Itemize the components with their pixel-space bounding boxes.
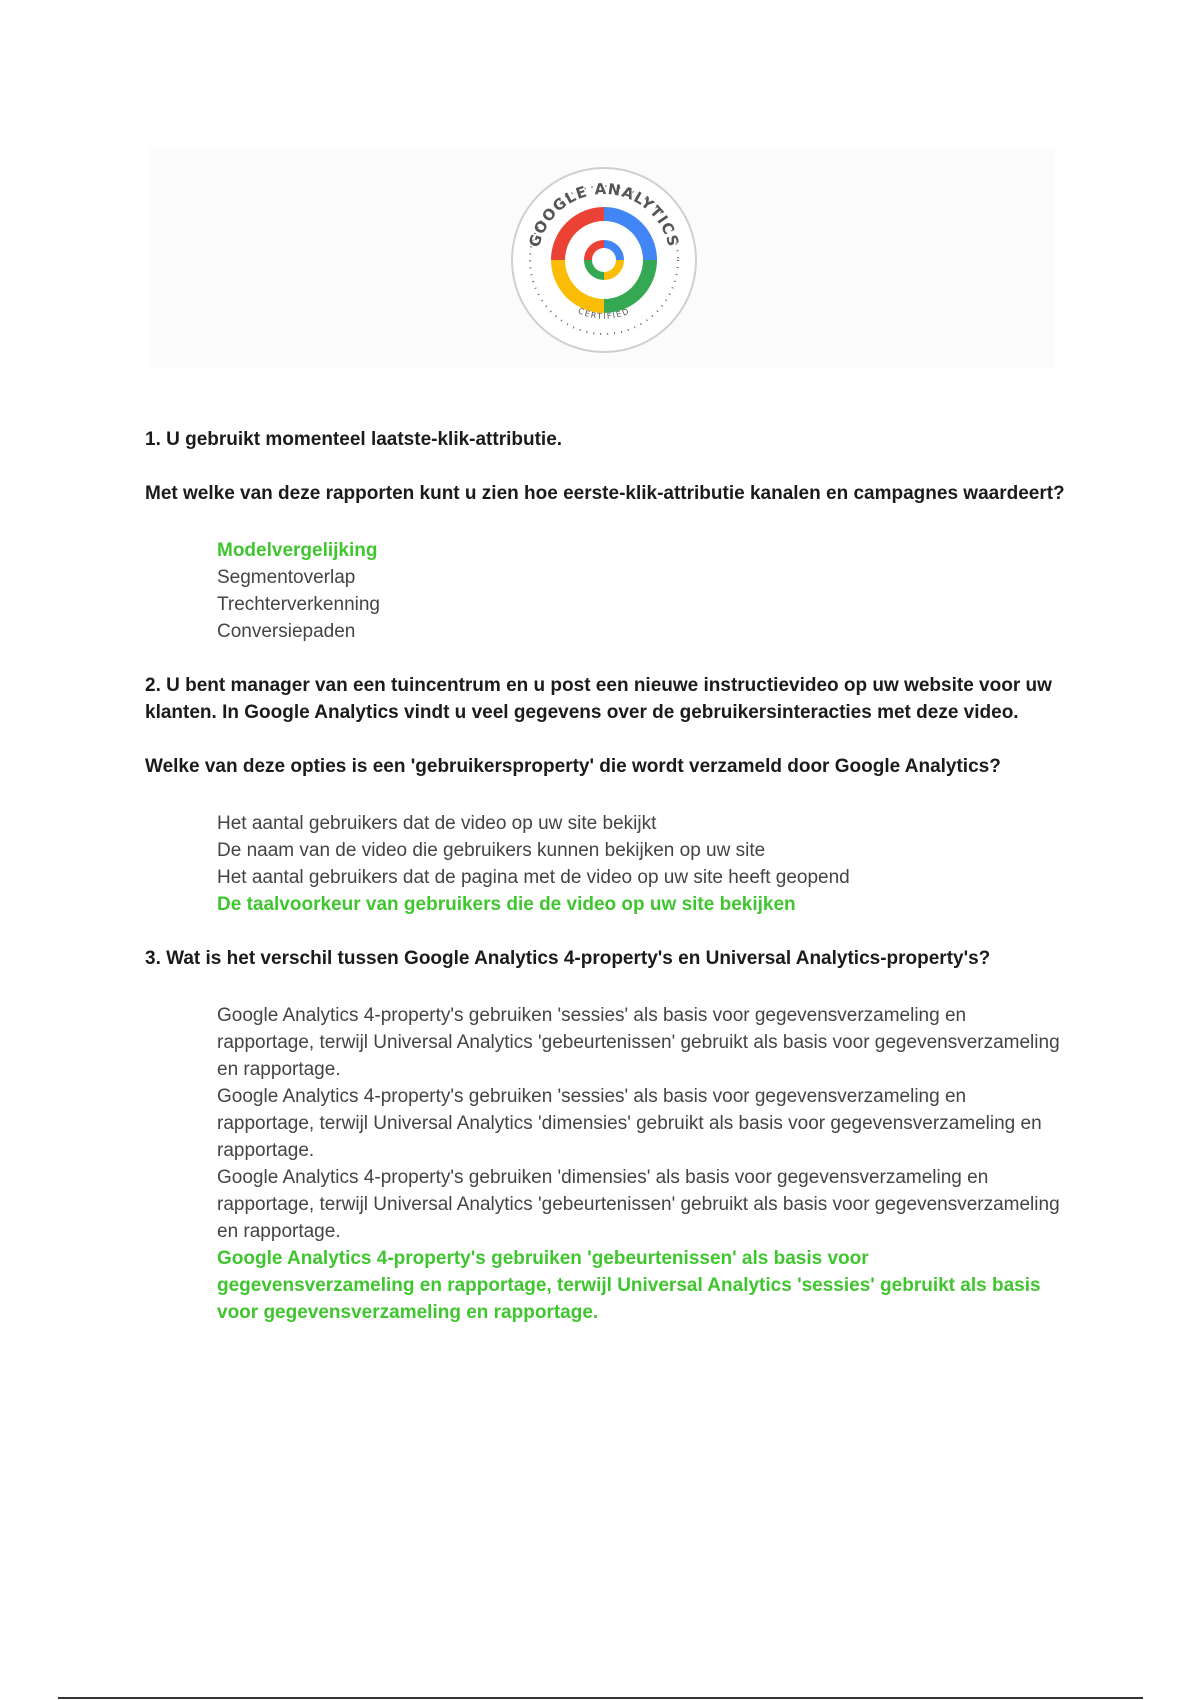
answer-option: Google Analytics 4-property's gebruiken 'gebeurtenissen' als basis voor gegevensverzameling en rapportage, terwijl Universal Analytics 'sessies' gebruikt als basis voor gegevensverzameling en rapportage.	[217, 1248, 1041, 1323]
answer-option: Trechterverkenning	[217, 594, 380, 615]
badge-top-text: GOOGLE ANALYTICS	[525, 179, 683, 250]
quiz-content	[145, 426, 1065, 1326]
footer-divider	[58, 1697, 1143, 1699]
answer-option: De naam van de video die gebruikers kunnen bekijken op uw site	[217, 840, 766, 861]
question-3-options	[217, 1002, 1065, 1326]
question-2-text: 2. U bent manager van een tuincentrum en u post een nieuwe instructievideo op uw website voor uw klanten. In Google Analytics vindt u veel gegevens over de gebruikersinteracties met deze video.	[145, 675, 1052, 723]
answer-option: Modelvergelijking	[217, 540, 378, 561]
question-1-text: 1. U gebruikt momenteel laatste-klik-attributie.	[145, 429, 563, 450]
question-2-options	[217, 810, 1065, 918]
answer-option: Google Analytics 4-property's gebruiken 'dimensies' als basis voor gegevensverzameling en rapportage, terwijl Universal Analytics 'gebeurtenissen' gebruikt als basis voor gegevensverzameling en rapportage.	[217, 1167, 1060, 1242]
question-3-text: 3. Wat is het verschil tussen Google Analytics 4-property's en Universal Analytics-property's?	[145, 948, 991, 969]
answer-option: Conversiepaden	[217, 621, 356, 642]
answer-option: Google Analytics 4-property's gebruiken 'sessies' als basis voor gegevensverzameling en rapportage, terwijl Universal Analytics 'dimensies' gebruikt als basis voor gegevensverzameling en rapportage.	[217, 1086, 1042, 1161]
answer-option: Het aantal gebruikers dat de pagina met de video op uw site heeft geopend	[217, 867, 850, 888]
answer-option: Google Analytics 4-property's gebruiken 'sessies' als basis voor gegevensverzameling en rapportage, terwijl Universal Analytics 'gebeurtenissen' gebruikt als basis voor gegevensverzameling en rapportage.	[217, 1005, 1060, 1080]
question-1-subtext: Met welke van deze rapporten kunt u zien hoe eerste-klik-attributie kanalen en campagnes waardeert?	[145, 483, 1065, 504]
answer-option: Het aantal gebruikers dat de video op uw site bekijkt	[217, 813, 657, 834]
answer-option: De taalvoorkeur van gebruikers die de video op uw site bekijken	[217, 894, 796, 915]
google-analytics-certified-icon	[508, 164, 700, 356]
answer-option: Segmentoverlap	[217, 567, 356, 588]
badge-bottom-text: CERTIFIED	[576, 306, 632, 321]
question-1-options	[217, 537, 1065, 645]
question-2-subtext: Welke van deze opties is een 'gebruikersproperty' die wordt verzameld door Google Analytics?	[145, 756, 1001, 777]
